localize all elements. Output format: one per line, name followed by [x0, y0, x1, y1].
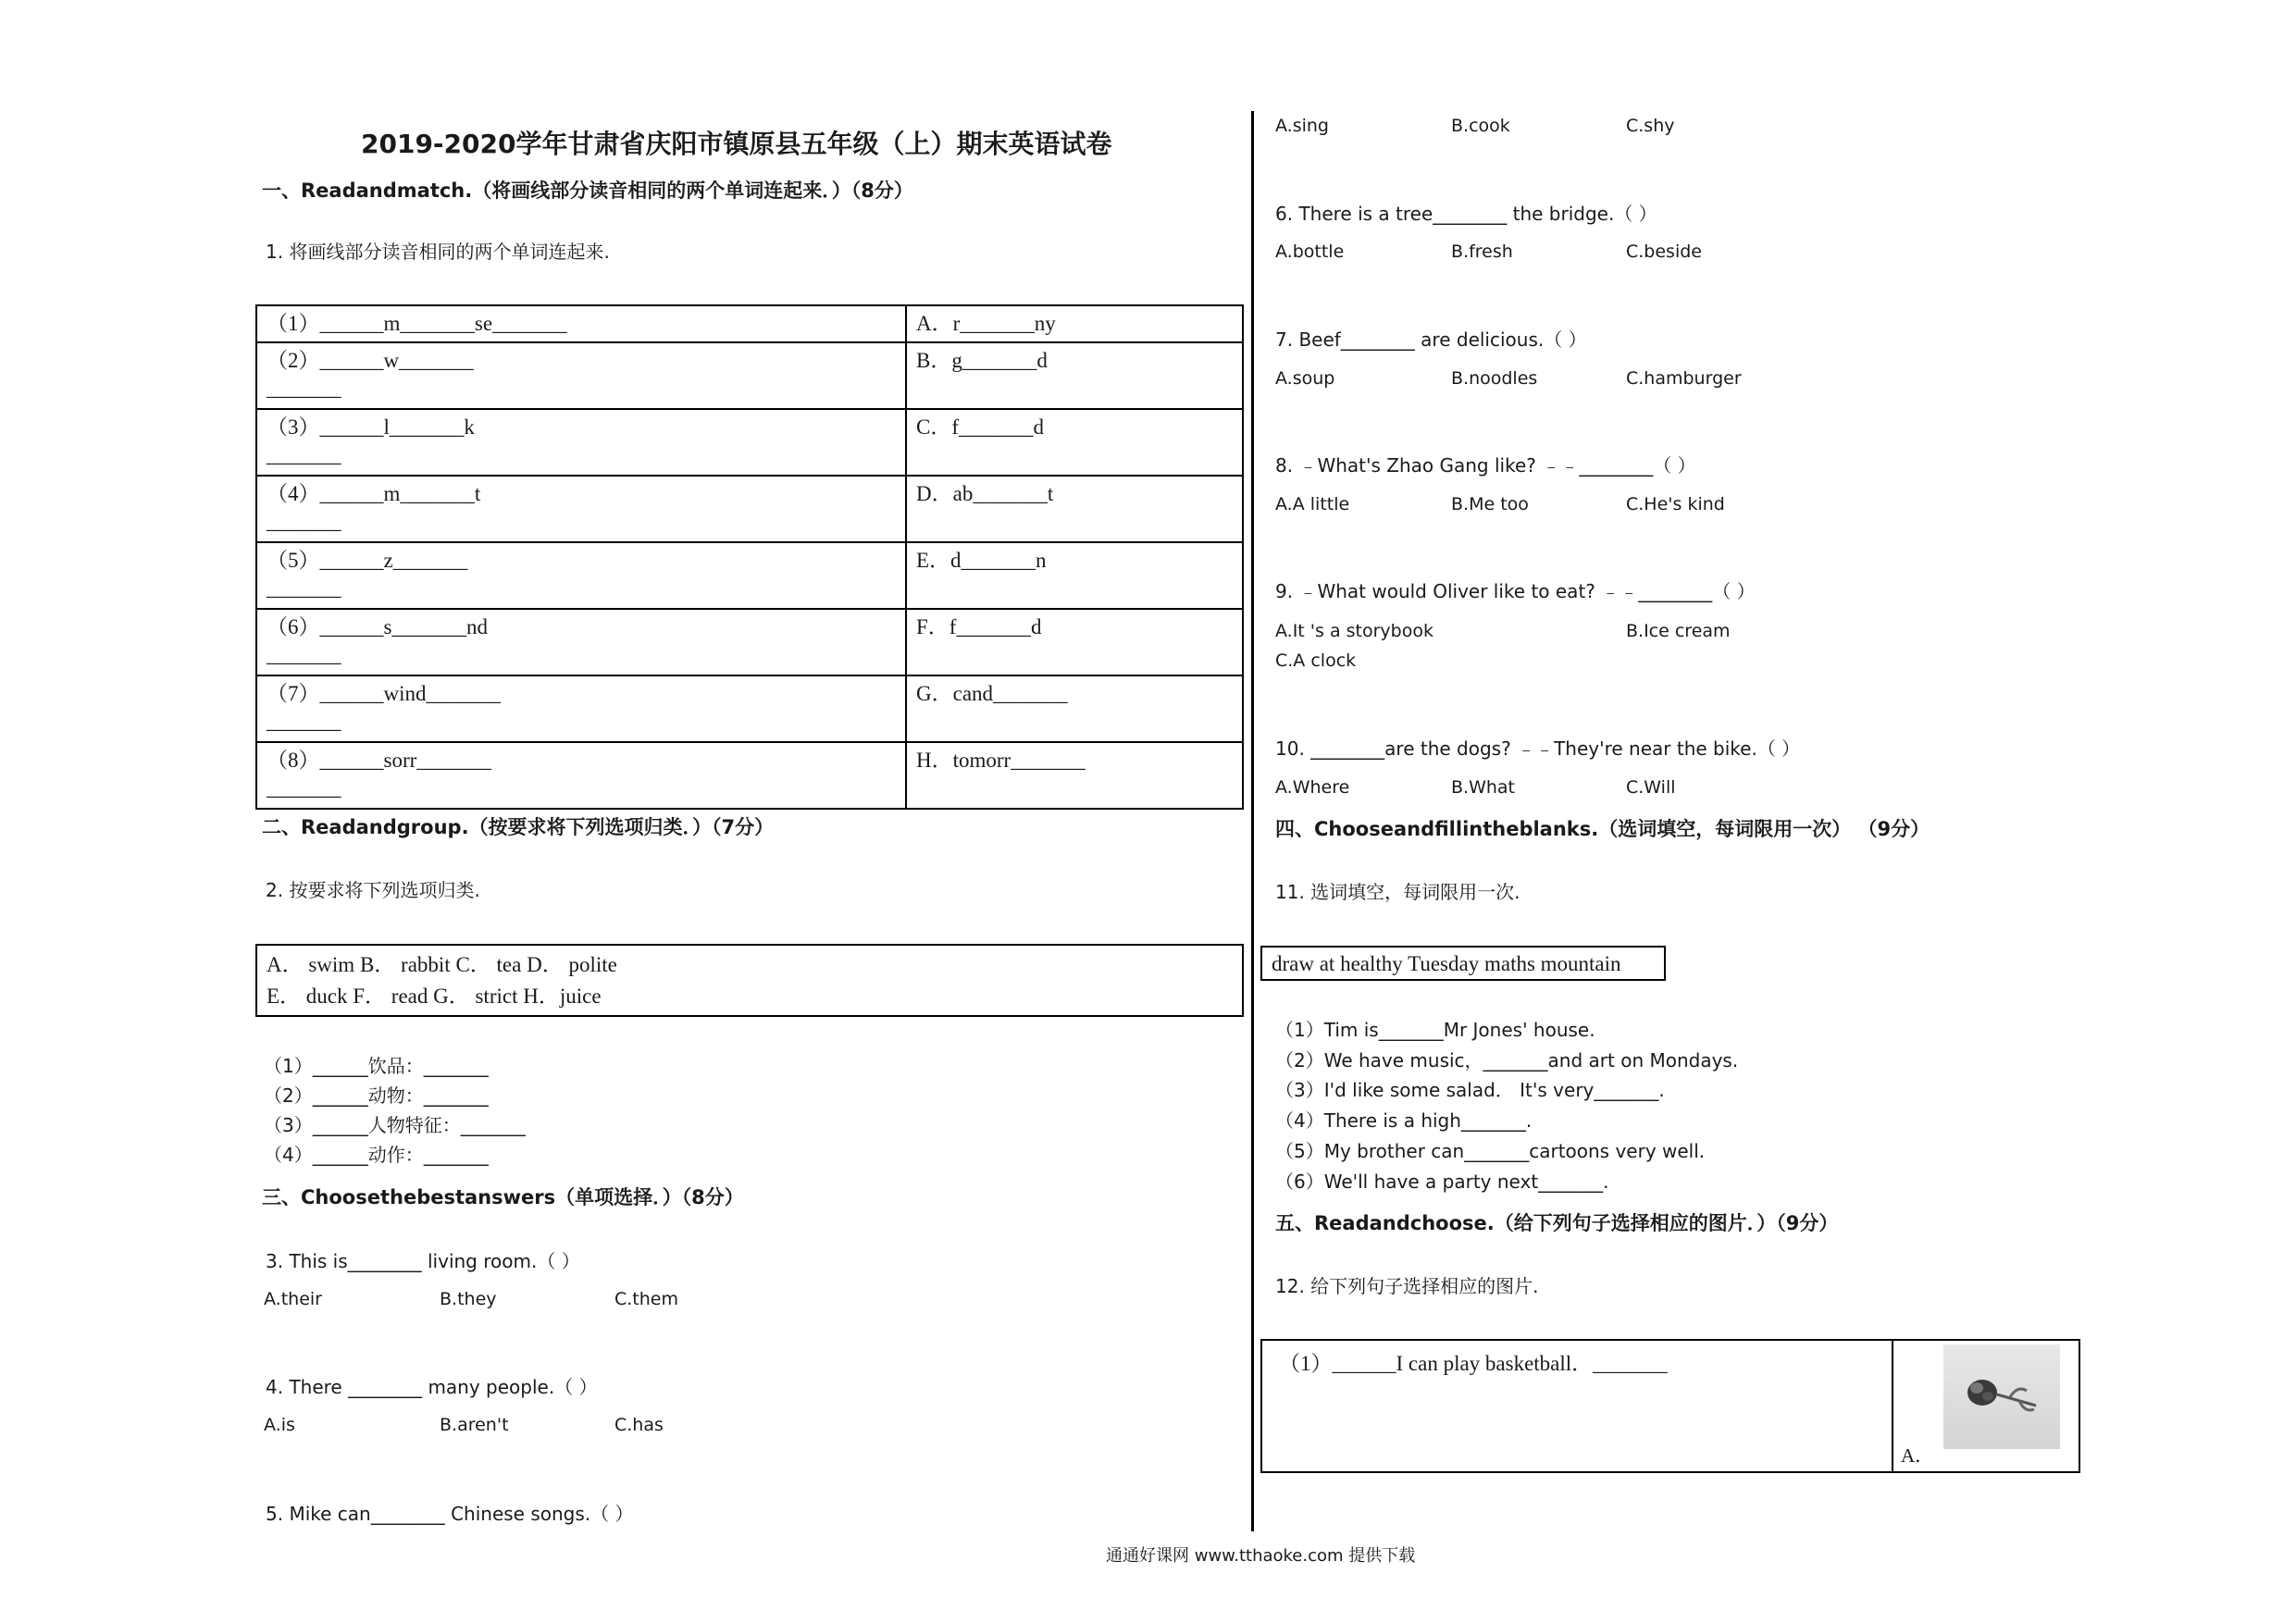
match-right-text: H．tomorr_______: [916, 749, 1086, 772]
question-9: 9. ﹣What would Oliver like to eat? ﹣﹣________（ ）: [1275, 580, 1756, 602]
match-left-text-continued: _______: [267, 510, 341, 533]
fill-item-6: （6）We'll have a party next_______.: [1275, 1171, 1609, 1193]
q7-option-a: A.soup: [1275, 368, 1335, 389]
question-7: 7. Beef________ are delicious.（ ）: [1275, 328, 1587, 351]
question-10: 10. ________are the dogs? ﹣﹣They're near the bike.（ ）: [1275, 737, 1801, 760]
match-right-cell: [906, 409, 1243, 476]
match-right-text: F．f_______d: [916, 615, 1042, 638]
match-left-text: （4）______m_______t: [267, 482, 481, 505]
question-3: 3. This is________ living room.（ ）: [266, 1250, 580, 1272]
page-title: 2019-2020学年甘肃省庆阳市镇原县五年级（上）期末英语试卷: [361, 129, 1112, 159]
match-right-cell: [906, 542, 1243, 609]
question-6: 6. There is a tree________ the bridge.（ ）: [1275, 203, 1657, 225]
question-8: 8. ﹣What's Zhao Gang like? ﹣﹣________（ ）: [1275, 454, 1696, 477]
picture-a-label: A．: [1901, 1444, 1935, 1467]
q3-option-b: B.they: [440, 1289, 497, 1309]
question-4: 4. There ________ many people.（ ）: [266, 1376, 598, 1398]
match-right-cell: [906, 305, 1243, 342]
match-left-text: （2）______w_______: [267, 349, 474, 372]
match-left-text: （5）______z_______: [267, 549, 468, 572]
question-12: 12. 给下列句子选择相应的图片.: [1275, 1275, 1539, 1297]
match-left-cell: [256, 609, 906, 675]
fill-item-2: （2）We have music，_______and art on Mondays.: [1275, 1049, 1739, 1072]
table-row: [256, 409, 1243, 476]
q3-option-a: A.their: [264, 1289, 322, 1309]
q7-option-c: C.hamburger: [1626, 368, 1742, 389]
q7-option-b: B.noodles: [1451, 368, 1538, 389]
q9-option-a: A.It 's a storybook: [1275, 621, 1433, 641]
fill-item-5: （5）My brother can_______cartoons very well.: [1275, 1140, 1706, 1162]
word-box: draw at healthy Tuesday maths mountain: [1260, 946, 1666, 981]
question-5: 5. Mike can________ Chinese songs.（ ）: [266, 1503, 634, 1525]
match-right-cell: [906, 742, 1243, 809]
section-3-heading: 三、Choosethebestanswers（单项选择．）（8分）: [262, 1186, 744, 1208]
picture-a: [1943, 1344, 2060, 1449]
match-right-text: E．d_______n: [916, 549, 1047, 572]
match-right-cell: [906, 342, 1243, 409]
q4-option-b: B.aren't: [440, 1415, 509, 1435]
rose-icon: [1943, 1344, 2060, 1449]
q4-option-a: A.is: [264, 1415, 295, 1435]
match-right-text: D．ab_______t: [916, 482, 1054, 505]
question-2: 2. 按要求将下列选项归类.: [266, 879, 480, 901]
table-row: [256, 542, 1243, 609]
match-left-cell: [256, 542, 906, 609]
group-answer-4: （4）______动作：_______: [264, 1144, 489, 1166]
picture-row-1-text: （1）______I can play basketball．_______: [1279, 1352, 1668, 1375]
match-left-cell: [256, 742, 906, 809]
match-left-text: （7）______wind_______: [267, 682, 501, 705]
table-row: [256, 675, 1243, 742]
section-2-heading: 二、Readandgroup.（按要求将下列选项归类．）（7分）: [262, 816, 775, 838]
footer-text: 通通好课网 www.tthaoke.com 提供下载: [1106, 1546, 1416, 1566]
q10-option-c: C.Will: [1626, 777, 1676, 798]
table-row: [256, 476, 1243, 542]
fill-item-1: （1）Tim is_______Mr Jones' house.: [1275, 1019, 1595, 1041]
options-line-2: E． duck F． read G． strict H．juice: [267, 985, 602, 1008]
match-left-cell: [256, 409, 906, 476]
section-4-heading: 四、Chooseandfillintheblanks.（选词填空，每词限用一次） （9分）: [1275, 818, 1930, 840]
match-left-text-continued: _______: [267, 377, 341, 400]
picture-table-text-cell: [1262, 1341, 1893, 1471]
match-right-text: C．f_______d: [916, 415, 1044, 439]
picture-table: [1260, 1339, 2080, 1473]
group-answer-3: （3）______人物特征：_______: [264, 1114, 526, 1136]
q9-option-b: B.Ice cream: [1626, 621, 1731, 641]
match-left-text-continued: _______: [267, 443, 341, 466]
match-left-text: （3）______l_______k: [267, 415, 475, 439]
fill-item-4: （4）There is a high_______.: [1275, 1109, 1533, 1132]
table-row: [256, 342, 1243, 409]
q8-option-c: C.He's kind: [1626, 494, 1725, 514]
match-right-cell: [906, 675, 1243, 742]
match-left-text: （1）______m_______se_______: [267, 312, 567, 335]
match-right-text: A．r_______ny: [916, 312, 1056, 335]
match-right-cell: [906, 609, 1243, 675]
match-left-cell: [256, 305, 906, 342]
group-answer-2: （2）______动物：_______: [264, 1084, 489, 1107]
table-row: [256, 742, 1243, 809]
options-box: [255, 944, 1244, 1017]
q4-option-c: C.has: [614, 1415, 664, 1435]
options-line-1: A． swim B． rabbit C． tea D． polite: [267, 953, 617, 976]
match-left-cell: [256, 342, 906, 409]
match-left-text-continued: _______: [267, 776, 341, 799]
fill-item-3: （3）I'd like some salad． It's very_______.: [1275, 1079, 1665, 1101]
match-table: [255, 304, 1244, 810]
section-5-heading: 五、Readandchoose.（给下列句子选择相应的图片．）（9分）: [1275, 1212, 1839, 1234]
question-1: 1. 将画线部分读音相同的两个单词连起来.: [266, 241, 610, 263]
match-left-text: （6）______s_______nd: [267, 615, 488, 638]
q6-option-b: B.fresh: [1451, 242, 1513, 262]
q5-option-a: A.sing: [1275, 116, 1329, 136]
q5-option-b: B.cook: [1451, 116, 1510, 136]
match-right-cell: [906, 476, 1243, 542]
table-row: [256, 305, 1243, 342]
match-left-text-continued: _______: [267, 710, 341, 733]
q8-option-a: A.A little: [1275, 494, 1350, 514]
q10-option-b: B.What: [1451, 777, 1515, 798]
match-left-text: （8）______sorr_______: [267, 749, 491, 772]
question-11: 11. 选词填空，每词限用一次.: [1275, 881, 1520, 903]
match-left-text-continued: _______: [267, 643, 341, 666]
q8-option-b: B.Me too: [1451, 494, 1529, 514]
q10-option-a: A.Where: [1275, 777, 1350, 798]
group-answer-1: （1）______饮品：_______: [264, 1055, 489, 1077]
q3-option-c: C.them: [614, 1289, 678, 1309]
q6-option-c: C.beside: [1626, 242, 1702, 262]
q9-option-c: C.A clock: [1275, 650, 1357, 671]
match-left-cell: [256, 476, 906, 542]
match-left-text-continued: _______: [267, 576, 341, 600]
match-right-text: B．g_______d: [916, 349, 1048, 372]
section-1-heading: 一、Readandmatch.（将画线部分读音相同的两个单词连起来．）（8分）: [262, 180, 913, 202]
table-row: [256, 609, 1243, 675]
q5-option-c: C.shy: [1626, 116, 1675, 136]
match-left-cell: [256, 675, 906, 742]
match-right-text: G．cand_______: [916, 682, 1068, 705]
column-divider: [1251, 111, 1254, 1531]
q6-option-a: A.bottle: [1275, 242, 1345, 262]
